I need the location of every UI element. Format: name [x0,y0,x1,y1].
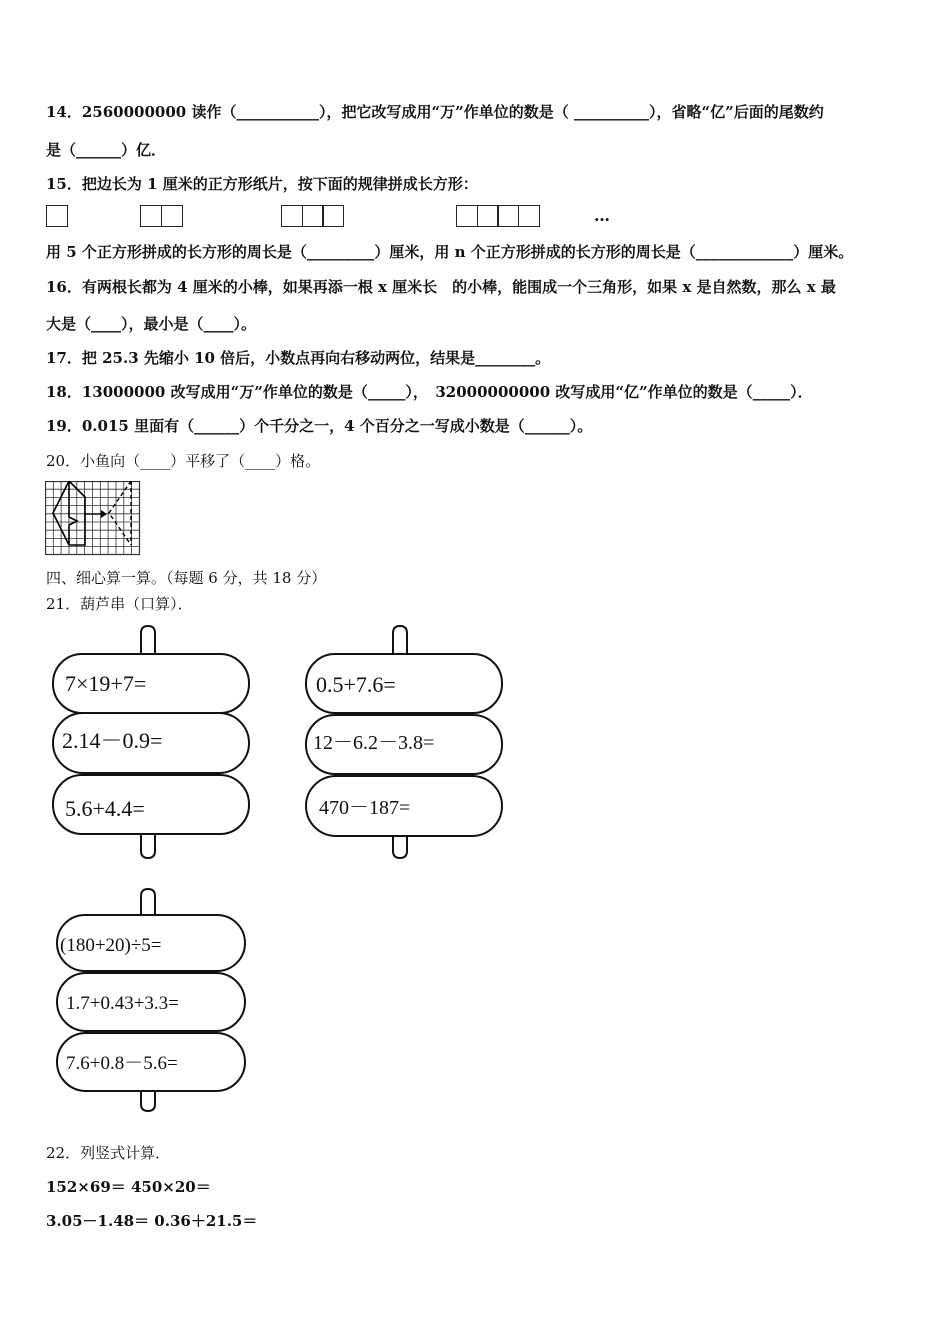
q15-line1: 15．把边长为 1 厘米的正方形纸片，按下面的规律拼成长方形： [46,175,478,193]
fish-dashed [109,481,131,545]
stick-top [393,626,407,657]
gourd1-expr-1: 7×19+7= [65,671,147,696]
square-figure-2 [140,205,181,227]
gourd1-expr-2: 2.14－0.9= [62,728,163,753]
gourd3-expr-1: (180+20)÷5= [60,935,162,956]
q16-line1: 16．有两根长都为 4 厘米的小棒，如果再添一根 x 厘米长 的小棒，能围成一个三角形，如果 x 是自然数，那么 x 最 [46,278,836,296]
gourd2-expr-3: 470－187= [319,797,411,819]
q15-line2: 用 5 个正方形拼成的长方形的周长是（_________）厘米，用 n 个正方形拼成的长方形的周长是（_____________）厘米。 [46,243,854,261]
q21-title: 21．葫芦串（口算）． [46,595,193,613]
gourd3-expr-2: 1.7+0.43+3.3= [66,993,179,1014]
q22-line2: 3.05－1.48＝ 0.36＋21.5＝ [46,1212,258,1230]
q19: 19．0.015 里面有（______）个千分之一，4 个百分之一写成小数是（______）。 [46,417,593,435]
section-heading: 四、细心算一算。（每题 6 分，共 18 分） [46,569,327,587]
square-figure-4 [456,205,538,227]
square-figure-1 [46,205,67,227]
stick-top [141,889,155,917]
q20: 20．小鱼向（____）平移了（____）格。 [46,452,321,470]
square-figure-3 [281,205,343,227]
gourd2-expr-1: 0.5+7.6= [316,672,396,697]
q14-line2: 是（______）亿． [46,141,167,159]
q14-line1: 14．2560000000 读作（___________），把它改写成用“万”作单位的数是（ __________），省略“亿”后面的尾数约 [46,103,824,121]
gourd-skewer-1 [50,625,252,860]
q17: 17．把 25.3 先缩小 10 倍后，小数点再向右移动两位，结果是________。 [46,349,551,367]
gourd-skewer-3 [54,888,248,1113]
fish-grid-figure [45,481,141,556]
q16-line2: 大是（____），最小是（____）。 [46,315,257,333]
q22-title: 22．列竖式计算． [46,1144,171,1162]
stick-top [141,626,155,657]
grid-lines [45,481,140,555]
fish-solid [53,481,85,545]
ellipsis: … [594,206,611,225]
q22-line1: 152×69＝ 450×20＝ [46,1178,211,1196]
gourd-skewer-2 [303,625,505,860]
q18: 18．13000000 改写成用“万”作单位的数是（_____）， 32000000000 改写成用“亿”作单位的数是（_____）． [46,383,813,401]
gourd3-expr-3: 7.6+0.8－5.6= [66,1053,178,1074]
arrow-icon [85,510,107,518]
gourd1-expr-3: 5.6+4.4= [65,796,145,821]
gourd2-expr-2: 12－6.2－3.8= [313,732,435,754]
